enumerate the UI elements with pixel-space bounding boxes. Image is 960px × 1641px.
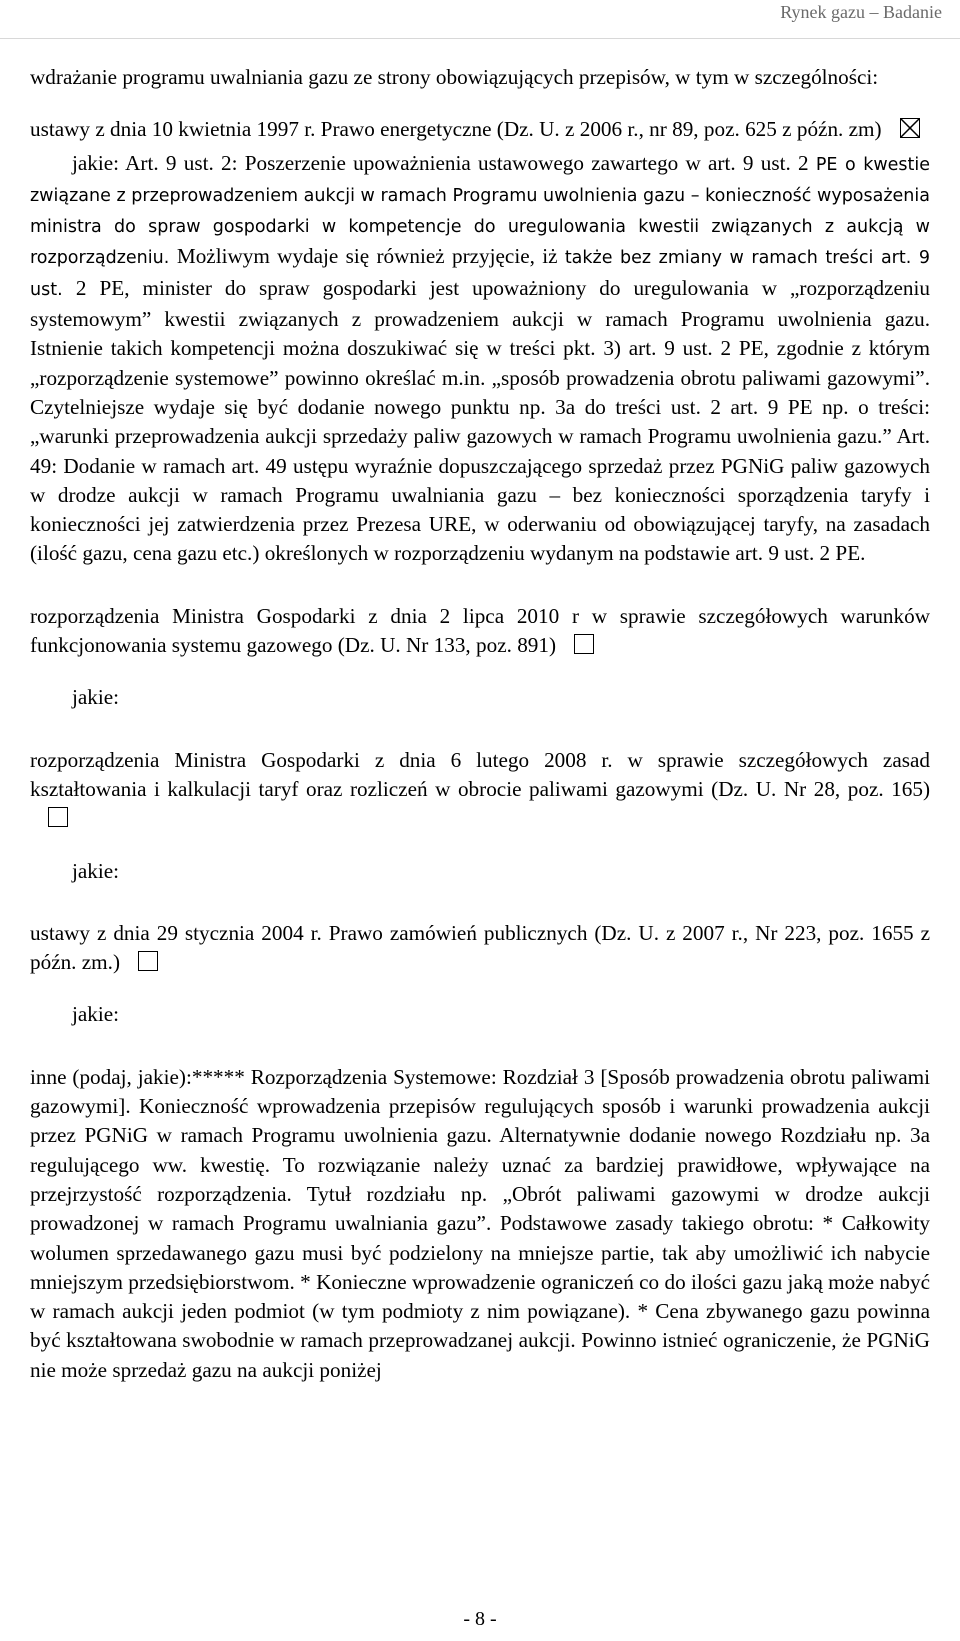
answer-energy-law-part-d: także bez zmiany w ramach treści art. 9 ust. xyxy=(30,248,930,300)
answer-energy-law-part-e: 2 PE, minister do spraw gospodarki jest upoważniony do uregulowania w „rozporządzeniu systemowym” kwestii związanych z prowadzeniem aukcji w ramach Programu uwolnienia gazu. Istnienie takich kompetencji można doszukiwać się w treści pkt. 3) art. 9 ust. 2 PE, zgodnie z którym „rozporządzenie systemowe” powinno określać m.in. „sposób prowadzenia obrotu paliwami gazowymi”. Czytelniejsze wydaje się być dodanie nowego punktu np. 3a do treści ust. 2 art. 9 PE np. o treści: „warunki przeprowadzenia aukcji sprzedaży paliw gazowych w ramach Programu uwolnienia gazu.” Art. 49: Dodanie w ramach art. 49 ustępu wyraźnie dopuszczającego sprzedaż przez PGNiG paliw gazowych w drodze aukcji w ramach Programu uwalniania gazu – bez konieczności sporządzenia taryfy i konieczności jej zatwierdzenia przez Prezesa URE, w oderwaniu od obowiązującej taryfy, na zasadach (ilość gazu, cena gazu etc.) określonych w rozporządzeniu wydanym na podstawie art. 9 ust. 2 PE. xyxy=(30,275,931,566)
answer-energy-law xyxy=(30,149,930,569)
answer-tariff-regulation: jakie: xyxy=(72,858,120,883)
legal-item-tariff-regulation xyxy=(30,746,930,834)
checkbox-public-procurement[interactable] xyxy=(138,951,158,971)
checkbox-tariff-regulation[interactable] xyxy=(48,807,68,827)
intro-paragraph: wdrażanie programu uwalniania gazu ze strony obowiązujących przepisów, w tym w szczególności: xyxy=(30,65,879,89)
answer-energy-law-part-a: jakie: Art. 9 ust. 2: Poszerzenie upoważnienia ustawowego zawartego w art. 9 ust. 2 xyxy=(72,150,816,175)
document-body xyxy=(30,63,930,1385)
answer-gas-system-regulation: jakie: xyxy=(72,685,120,710)
legal-item-gas-system-regulation xyxy=(30,602,930,661)
answer-public-procurement: jakie: xyxy=(72,1002,120,1027)
cross-mark-icon xyxy=(901,119,919,137)
header-rule xyxy=(0,38,960,39)
page-number: - 8 - xyxy=(463,1608,497,1630)
legal-item-other: inne (podaj, jakie):***** Rozporządzenia Systemowe: Rozdział 3 [Sposób prowadzenia obrotu paliwami gazowymi]. Konieczność wprowadzenia przepisów regulujących sposób i warunki prowadzenia aukcji przez PGNiG w ramach Programu uwolnienia gazu. Alternatywnie dodanie nowego Rozdziału np. 3a regulującego ww. kwestię. To rozwiązanie należy uznać za bardziej prawidłowe, wpływające na przejrzystość rozporządzenia. Tytuł rozdziału np. „Obrót paliwami gazowymi w drodze aukcji prowadzonej w ramach Programu uwalniania gazu”. Podstawowe zasady takiego obrotu: * Całkowity wolumen sprzedawanego gazu musi być podzielony na mniejsze partie, tak aby umożliwić ich nabycie mniejszym przedsiębiorstwom. * Konieczne wprowadzenie ograniczeń co do ilości gazu jaką może nabyć w ramach aukcji jeden podmiot (w tym podmioty z nim powiązane). * Cena zbywanego gazu powinna być kształtowana swobodnie w ramach przeprowadzanej aukcji. Powinno istnieć ograniczenie, że PGNiG nie może sprzedaż gazu na aukcji poniżej xyxy=(30,1064,930,1382)
legal-item-tariff-text: rozporządzenia Ministra Gospodarki z dnia 6 lutego 2008 r. w sprawie szczegółowych zasad kształtowania i kalkulacji taryf oraz rozliczeń w obrocie paliwami gazowymi (Dz. U. Nr 28, poz. 165) xyxy=(30,747,930,801)
legal-item-energy-law xyxy=(30,115,930,144)
legal-item-public-procurement-text: ustawy z dnia 29 stycznia 2004 r. Prawo zamówień publicznych (Dz. U. z 2007 r., Nr 223, poz. 1655 z późn. zm.) xyxy=(30,920,930,975)
answer-energy-law-part-b: PE o kwestie związane z przeprowadzeniem aukcji w ramach Programu uwolnienia gazu – konieczność wyposażenia ministra do spraw gospodarki w kompetencje do uregulowania kwestii związanych z aukcją w rozporządzeniu. xyxy=(30,154,931,269)
running-header: Rynek gazu – Badanie xyxy=(780,2,942,22)
legal-item-energy-law-text: ustawy z dnia 10 kwietnia 1997 r. Prawo energetyczne (Dz. U. z 2006 r., nr 89, poz. 625 z późn. zm) xyxy=(30,117,882,142)
legal-item-gas-system-text: rozporządzenia Ministra Gospodarki z dnia 2 lipca 2010 r w sprawie szczegółowych warunków funkcjonowania systemu gazowego (Dz. U. Nr 133, poz. 891) xyxy=(30,603,930,658)
checkbox-gas-system-regulation[interactable] xyxy=(574,634,594,654)
legal-item-public-procurement xyxy=(30,919,930,978)
answer-energy-law-part-c: Możliwym wydaje się również przyjęcie, iż xyxy=(176,244,565,269)
checkbox-energy-law[interactable] xyxy=(900,118,920,138)
